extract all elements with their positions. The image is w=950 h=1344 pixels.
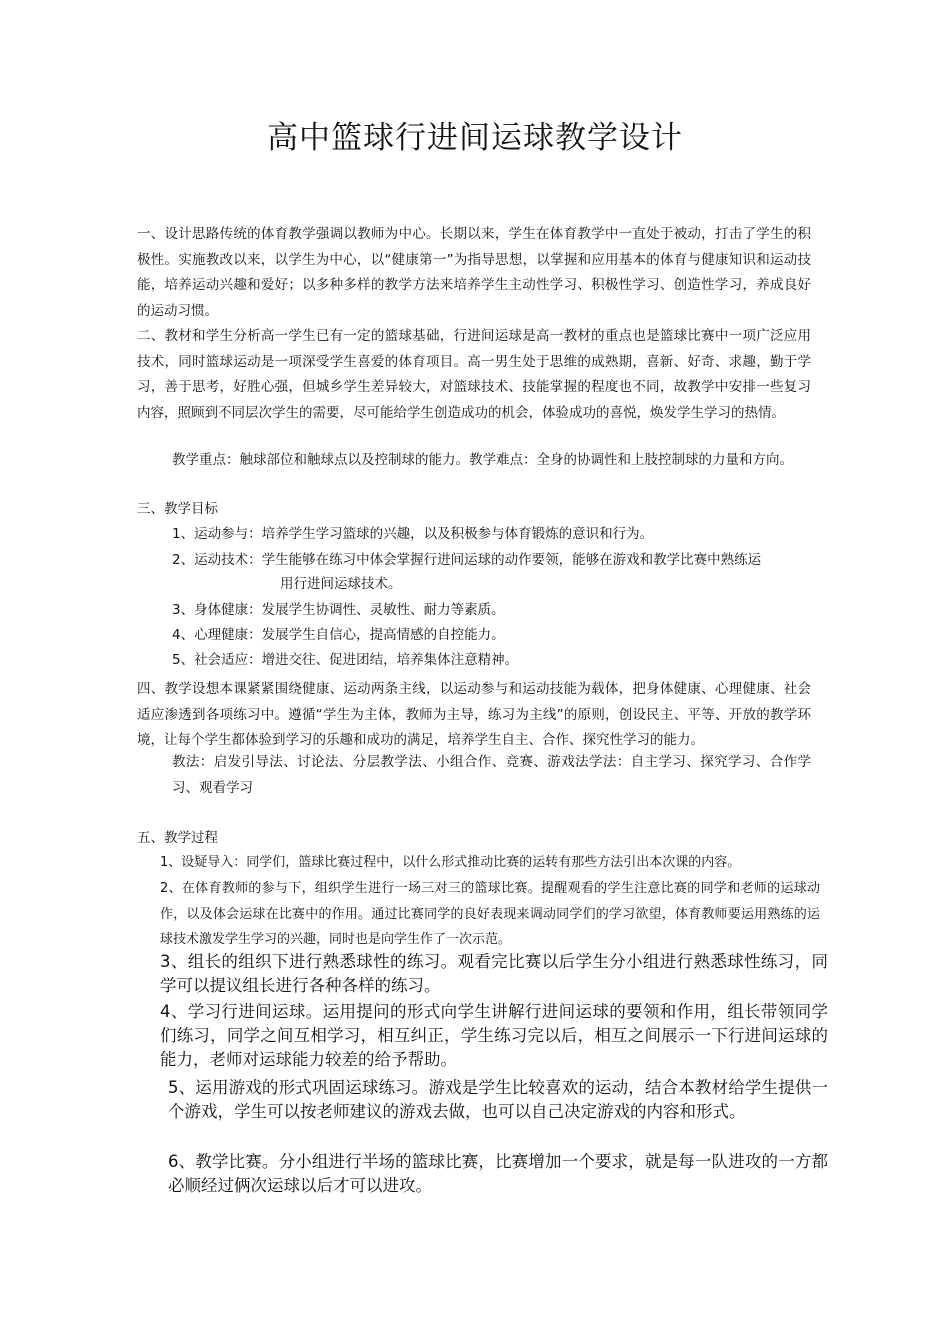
section-teaching-concept: 四、教学设想本课紧紧围绕健康、运动两条主线，以运动参与和运动技能为载体，把身体健康、心理健康、社会适应渗透到各项练习中。遵循“学生为主体，教师为主导，练习为主线”的原则，创设民主、平等、开放的教学环境，让每个学生都体验到学习的乐趣和成功的满足，培养学生自主、合作、探究性学习的能力。 — [137, 681, 811, 748]
process-step: 2、在体育教师的参与下，组织学生进行一场三对三的篮球比赛。提醒观看的学生注意比赛的同学和老师的运球动作，以及体会运球在比赛中的作用。通过比赛同学的良好表现来调动同学们的学习欲望，体育教师要运用熟练的运球技术激发学生学习的兴趣，同时也是向学生作了一次示范。 — [160, 881, 820, 947]
teaching-key-points: 教学重点：触球部位和触球点以及控制球的能力。教学难点：全身的协调性和上肢控制球的力量和方向。 — [172, 452, 793, 468]
section-material-analysis: 二、教材和学生分析高一学生已有一定的篮球基础，行进间运球是高一教材的重点也是篮球比赛中一项广泛应用技术，同时篮球运动是一项深受学生喜爱的体育项目。高一男生处于思维的成熟期，喜新、好奇、求趣，勤于学习，善于思考，好胜心强，但城乡学生差异较大，对篮球技术、技能掌握的程度也不同，故教学中安排一些复习内容，照顾到不同层次学生的需要，尽可能给学生创造成功的机会，体验成功的喜悦，焕发学生学习的热情。 — [137, 328, 811, 421]
objective-item: 4、心理健康：发展学生自信心，提高情感的自控能力。 — [172, 627, 505, 643]
objective-item: 1、运动参与：培养学生学习篮球的兴趣，以及积极参与体育锻炼的意识和行为。 — [172, 526, 654, 542]
process-step: 5、运用游戏的形式巩固运球练习。游戏是学生比较喜欢的运动，结合本教材给学生提供一个游戏，学生可以按老师建议的游戏去做，也可以自己决定游戏的内容和形式。 — [168, 1078, 828, 1121]
document-title: 高中篮球行进间运球教学设计 — [267, 120, 683, 156]
section-process-heading: 五、教学过程 — [137, 830, 218, 846]
process-step: 1、设疑导入：同学们，篮球比赛过程中，以什么形式推动比赛的运转有那些方法引出本次课的内容。 — [160, 855, 741, 870]
objective-item: 2、运动技术：学生能够在练习中体会掌握行进间运球的动作要领，能够在游戏和教学比赛中熟练运 — [172, 552, 762, 568]
process-step: 4、学习行进间运球。运用提问的形式向学生讲解行进间运球的要领和作用，组长带领同学们练习，同学之间互相学习，相互纠正，学生练习完以后，相互之间展示一下行进间运球的能力，老师对运球能力较差的给予帮助。 — [160, 1002, 828, 1069]
process-step: 3、组长的组织下进行熟悉球性的练习。观看完比赛以后学生分小组进行熟悉球性练习，同学可以提议组长进行各种各样的练习。 — [160, 952, 828, 995]
section-design-idea: 一、设计思路传统的体育教学强调以教师为中心。长期以来，学生在体育教学中一直处于被动，打击了学生的积极性。实施教改以来，以学生为中心，以“健康第一”为指导思想，以掌握和应用基本的体育与健康知识和运动技能，培养运动兴趣和爱好；以多种多样的教学方法来培养学生主动性学习、积极性学习、创造性学习，养成良好的运动习惯。 — [137, 226, 811, 319]
objective-item-continuation: 用行进间运球技术。 — [280, 576, 402, 592]
process-step: 6、教学比赛。分小组进行半场的篮球比赛，比赛增加一个要求，就是每一队进攻的一方都必顺经过俩次运球以后才可以进攻。 — [168, 1152, 828, 1195]
teaching-methods: 教法：启发引导法、讨论法、分层教学法、小组合作、竞赛、游戏法学法：自主学习、探究学习、合作学习、观看学习 — [172, 754, 811, 796]
section-objectives-heading: 三、教学目标 — [137, 501, 218, 517]
objective-item: 3、身体健康：发展学生协调性、灵敏性、耐力等素质。 — [172, 602, 505, 618]
objective-item: 5、社会适应：增进交往、促进团结，培养集体注意精神。 — [172, 652, 519, 668]
